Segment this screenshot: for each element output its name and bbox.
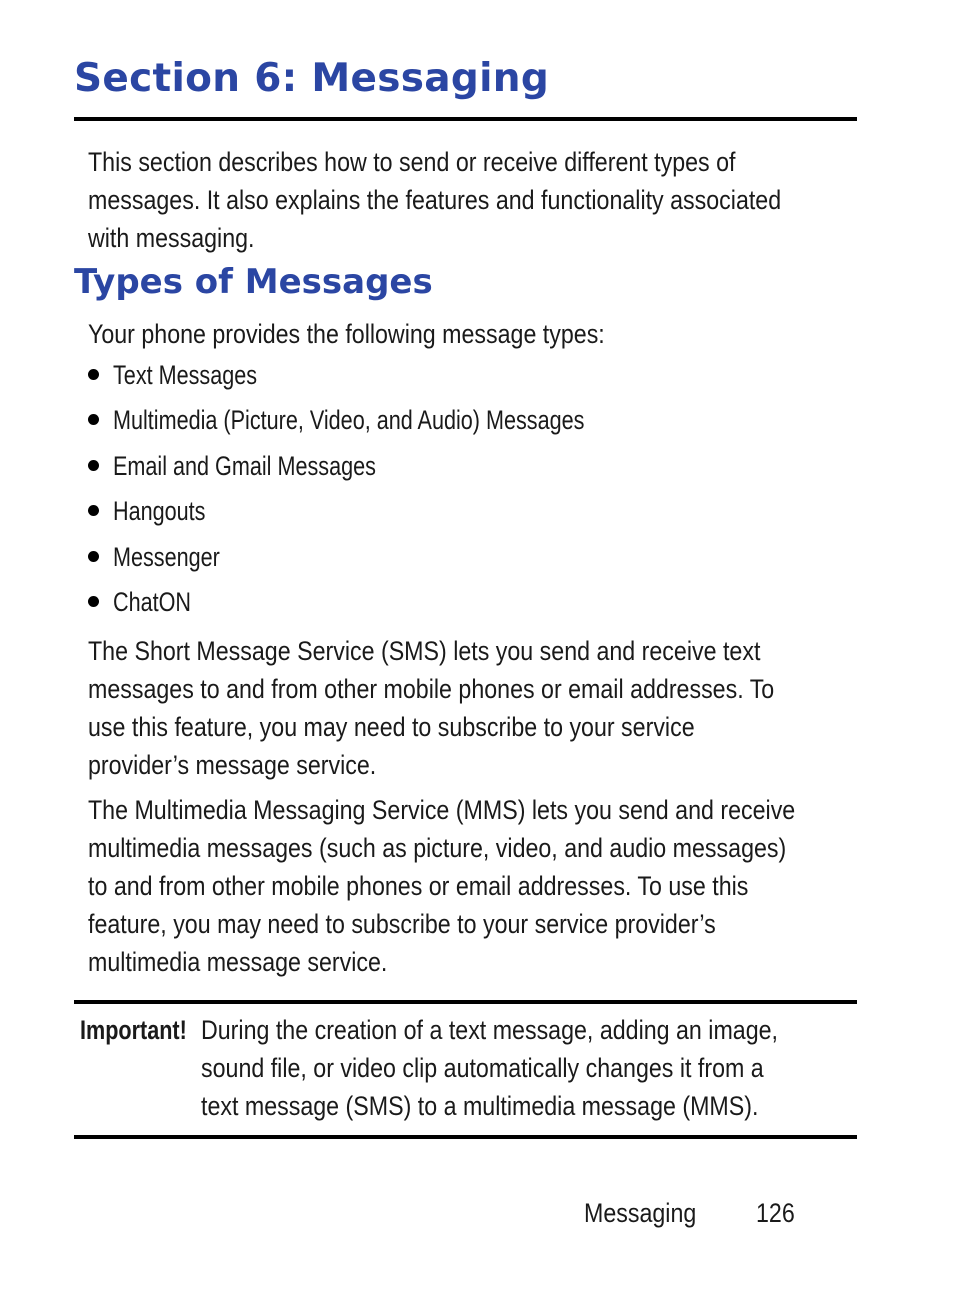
- note-line: sound file, or video clip automatically changes it from a: [201, 1053, 764, 1083]
- sms-line: The Short Message Service (SMS) lets you send and receive text: [88, 636, 761, 666]
- intro-line: messages. It also explains the features and functionality associated: [88, 185, 782, 215]
- message-types-list: [88, 356, 702, 628]
- sms-line: messages to and from other mobile phones or email addresses. To: [88, 674, 775, 704]
- list-item-label: Messenger: [113, 541, 220, 572]
- note-label: Important!: [80, 1015, 187, 1045]
- bullet-icon: [88, 551, 99, 562]
- mms-line: The Multimedia Messaging Service (MMS) lets you send and receive: [88, 795, 796, 825]
- note-text: [201, 1011, 778, 1125]
- list-item: [88, 401, 702, 446]
- intro-line: with messaging.: [88, 223, 255, 253]
- bullet-icon: [88, 369, 99, 380]
- bullet-icon: [88, 414, 99, 425]
- types-heading: Types of Messages: [74, 262, 433, 302]
- mms-line: multimedia messages (such as picture, video, and audio messages): [88, 833, 787, 863]
- list-item: [88, 492, 702, 537]
- list-item: [88, 538, 702, 583]
- sms-line: provider’s message service.: [88, 750, 377, 780]
- intro-paragraph: [88, 143, 781, 257]
- list-item-label: Text Messages: [113, 360, 258, 390]
- bullet-icon: [88, 460, 99, 471]
- intro-line: This section describes how to send or receive different types of: [88, 147, 736, 177]
- note-line: During the creation of a text message, adding an image,: [201, 1015, 778, 1045]
- page-number: 126: [756, 1198, 795, 1228]
- bullet-icon: [88, 596, 99, 607]
- section-title: Section 6: Messaging: [74, 56, 550, 101]
- list-item: [88, 356, 702, 401]
- bullet-icon: [88, 505, 99, 516]
- mms-line: feature, you may need to subscribe to your service provider’s: [88, 909, 716, 939]
- list-item-label: Email and Gmail Messages: [113, 450, 376, 481]
- list-item: [88, 583, 702, 628]
- note-line: text message (SMS) to a multimedia message (MMS).: [201, 1091, 759, 1121]
- mms-paragraph: [88, 791, 795, 981]
- title-divider: [74, 117, 857, 121]
- list-item: [88, 447, 702, 492]
- types-lead: Your phone provides the following message types:: [88, 319, 605, 349]
- mms-line: to and from other mobile phones or email addresses. To use this: [88, 871, 749, 901]
- list-item-label: Multimedia (Picture, Video, and Audio) Messages: [113, 405, 585, 436]
- sms-line: use this feature, you may need to subscribe to your service: [88, 712, 695, 742]
- mms-line: multimedia message service.: [88, 947, 388, 977]
- list-item-label: Hangouts: [113, 496, 206, 527]
- sms-paragraph: [88, 632, 774, 784]
- footer-section-name: Messaging: [584, 1198, 697, 1228]
- note-bottom-divider: [74, 1135, 857, 1139]
- list-item-label: ChatON: [113, 586, 192, 617]
- note-top-divider: [74, 1000, 857, 1004]
